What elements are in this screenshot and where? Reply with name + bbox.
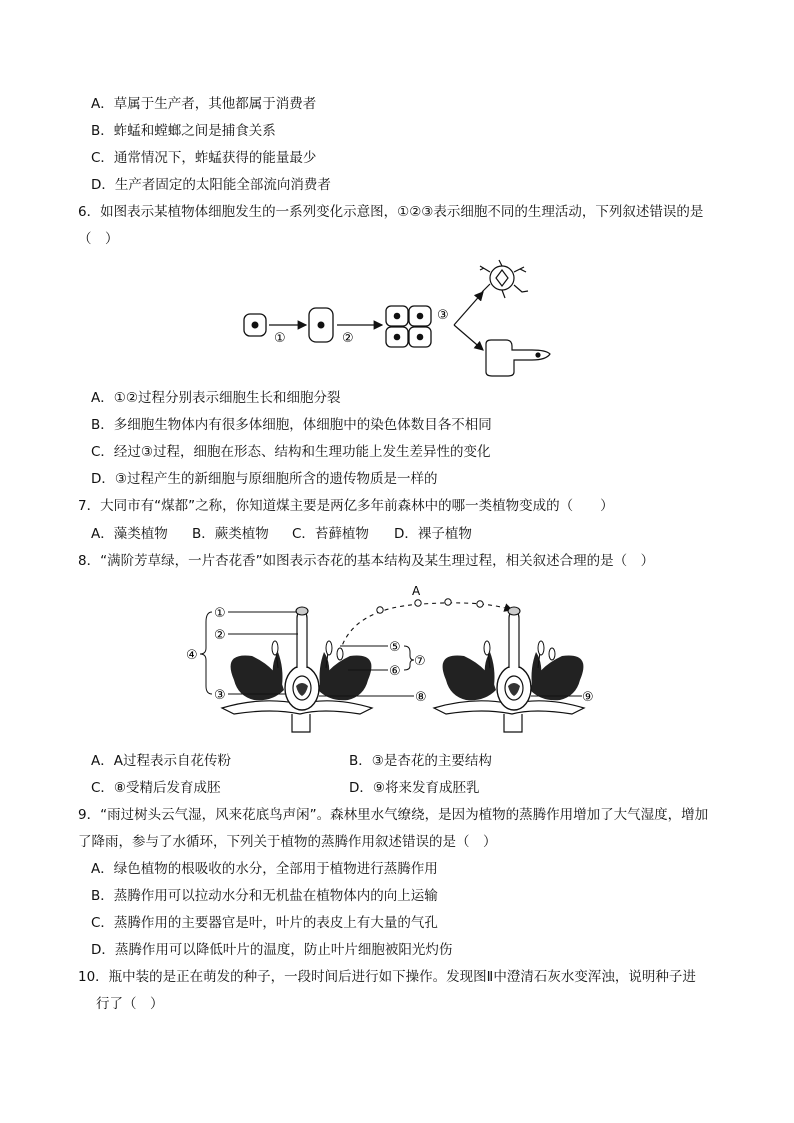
cell-nucleus: [252, 322, 259, 329]
pollen-grain: [477, 601, 483, 607]
label-3: ③: [437, 308, 449, 323]
q10-stem-cont: 行了（ ）: [96, 996, 164, 1012]
arrow-process-3-up: [454, 292, 483, 325]
q7-option-a: A．藻类植物: [91, 526, 168, 542]
q7-stem: 7．大同市有“煤都”之称，你知道煤主要是两亿多年前森林中的哪一类植物变成的（ ）: [78, 498, 614, 514]
label-4: ④: [186, 648, 198, 663]
label-1: ①: [274, 331, 286, 346]
q8-option-b: B．③是杏花的主要结构: [349, 753, 492, 769]
pollen-grain: [445, 599, 451, 605]
q6-option-c: C．经过③过程，细胞在形态、结构和生理功能上发生差异性的变化: [91, 444, 491, 460]
q6-stem: 6．如图表示某植物体细胞发生的一系列变化示意图，①②③表示细胞不同的生理活动，下列叙述错误的是: [78, 204, 704, 220]
q8-option-d: D．⑨将来发育成胚乳: [349, 780, 480, 796]
arrow-process-3-down: [454, 325, 483, 350]
q8-option-a: A．A过程表示自花传粉: [91, 753, 231, 769]
label-8: ⑧: [415, 690, 427, 705]
cell-nucleus: [318, 322, 325, 329]
q6-option-a: A．①②过程分别表示细胞生长和细胞分裂: [91, 390, 341, 406]
label-9: ⑨: [582, 690, 594, 705]
elongated-cell: [486, 340, 550, 376]
divided-cells: [386, 306, 431, 347]
q5-option-c: C．通常情况下，蚱蜢获得的能量最少: [91, 150, 317, 166]
q6-option-b: B．多细胞生物体内有很多体细胞，体细胞中的染色体数目各不相同: [91, 417, 492, 433]
apricot-flower-diagram: [182, 582, 612, 740]
q7-option-c: C．苔藓植物: [292, 526, 369, 542]
label-a: A: [412, 584, 421, 598]
q5-option-b: B．蚱蜢和螳螂之间是捕食关系: [91, 123, 276, 139]
q8-option-c: C．⑧受精后发育成胚: [91, 780, 221, 796]
q9-option-d: D．蒸腾作用可以降低叶片的温度，防止叶片细胞被阳光灼伤: [91, 942, 453, 958]
q9-stem: 9．“雨过树头云气湿，风来花底鸟声闲”。森林里水气缭绕，是因为植物的蒸腾作用增加了大气湿度，增加: [78, 807, 709, 823]
label-2: ②: [342, 331, 354, 346]
label-7: ⑦: [414, 654, 426, 669]
q8-stem: 8．“满阶芳草绿，一片杏花香”如图表示杏花的基本结构及某生理过程，相关叙述合理的是（ ）: [78, 553, 655, 569]
q6-option-d: D．③过程产生的新细胞与原细胞所含的遗传物质是一样的: [91, 471, 438, 487]
label-6: ⑥: [389, 664, 401, 679]
pollen-grain: [415, 600, 421, 606]
q5-option-d: D．生产者固定的太阳能全部流向消费者: [91, 177, 331, 193]
q9-option-c: C．蒸腾作用的主要器官是叶，叶片的表皮上有大量的气孔: [91, 915, 438, 931]
q7-option-d: D．裸子植物: [394, 526, 472, 542]
q7-option-b: B．蕨类植物: [192, 526, 269, 542]
label-5: ⑤: [389, 640, 401, 655]
pollen-grain: [377, 607, 383, 613]
label-2: ②: [214, 628, 226, 643]
label-1: ①: [214, 606, 226, 621]
q9-stem-cont: 了降雨，参与了水循环，下列关于植物的蒸腾作用叙述错误的是（ ）: [78, 834, 497, 850]
q9-option-a: A．绿色植物的根吸收的水分，全部用于植物进行蒸腾作用: [91, 861, 438, 877]
cell-change-diagram: [236, 258, 556, 382]
nerve-cell: [480, 260, 528, 298]
flower-right: [434, 607, 584, 732]
label-3: ③: [214, 688, 226, 703]
q6-stem-bracket: （ ）: [78, 231, 119, 247]
q9-option-b: B．蒸腾作用可以拉动水分和无机盐在植物体内的向上运输: [91, 888, 438, 904]
q10-stem: 10．瓶中装的是正在萌发的种子，一段时间后进行如下操作。发现图Ⅱ中澄清石灰水变浑浊，说明种子进: [78, 969, 696, 985]
q5-option-a: A．草属于生产者，其他都属于消费者: [91, 96, 317, 112]
